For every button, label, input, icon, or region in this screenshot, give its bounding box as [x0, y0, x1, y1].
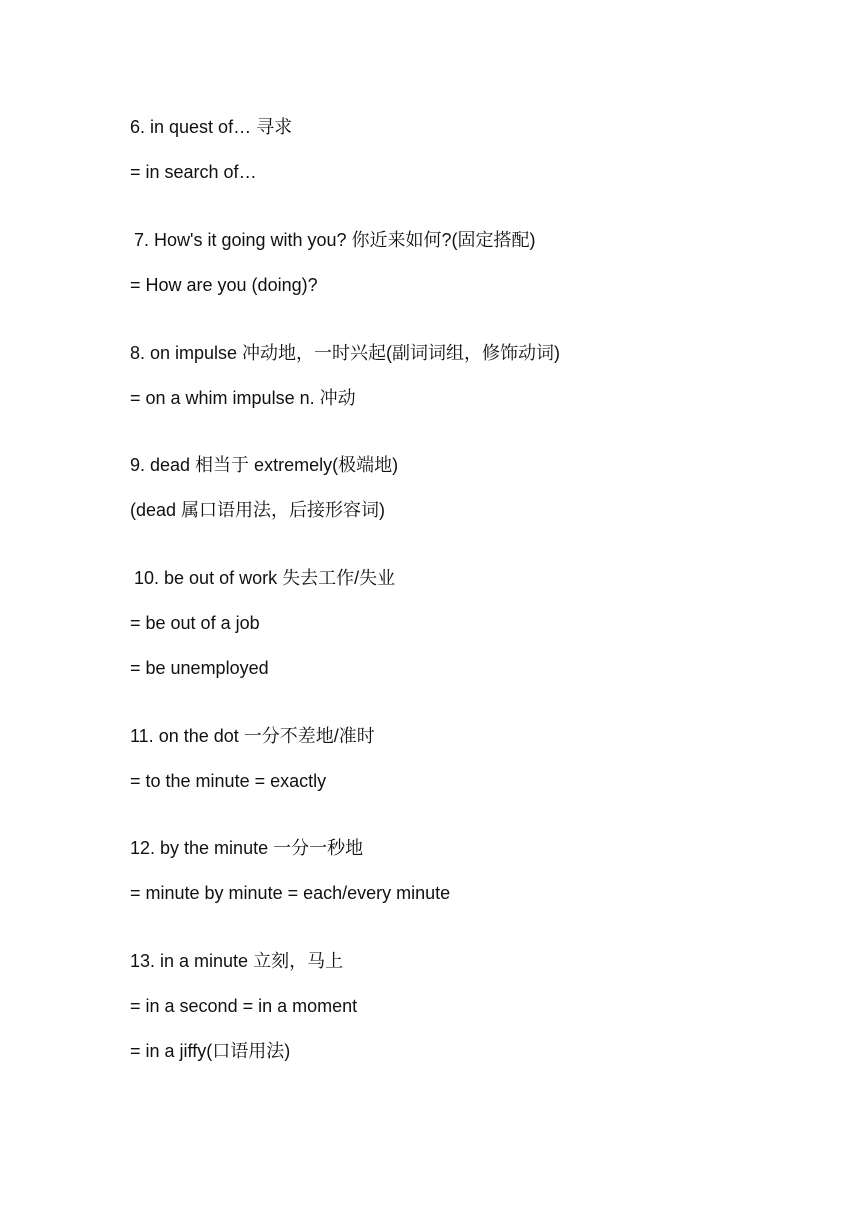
- entry-7-heading: 7. How's it going with you? 你近来如何?(固定搭配): [134, 230, 536, 250]
- entry-10-heading: 10. be out of work 失去工作/失业: [134, 568, 396, 588]
- entry-11-synonym: = to the minute = exactly: [130, 771, 327, 791]
- entry-13-heading: 13. in a minute 立刻，马上: [130, 951, 344, 971]
- entry-6-heading: 6. in quest of… 寻求: [130, 117, 293, 137]
- entry-10-synonym-1: = be out of a job: [130, 613, 260, 633]
- entry-7-synonym: = How are you (doing)?: [130, 275, 318, 295]
- entry-9-note: (dead 属口语用法，后接形容词): [130, 500, 386, 520]
- entry-10-synonym-2: = be unemployed: [130, 658, 269, 678]
- entry-6-synonym: = in search of…: [130, 162, 257, 182]
- entry-8-synonym: = on a whim impulse n. 冲动: [130, 388, 356, 408]
- entry-9-heading: 9. dead 相当于 extremely(极端地): [130, 455, 399, 475]
- entry-8-heading: 8. on impulse 冲动地，一时兴起(副词词组，修饰动词): [130, 343, 561, 363]
- entry-13-synonym-1: = in a second = in a moment: [130, 996, 358, 1016]
- entry-12-heading: 12. by the minute 一分一秒地: [130, 838, 364, 858]
- entry-13-synonym-2: = in a jiffy(口语用法): [130, 1041, 291, 1061]
- entry-12-synonym: = minute by minute = each/every minute: [130, 883, 451, 903]
- entry-11-heading: 11. on the dot 一分不差地/准时: [130, 726, 375, 746]
